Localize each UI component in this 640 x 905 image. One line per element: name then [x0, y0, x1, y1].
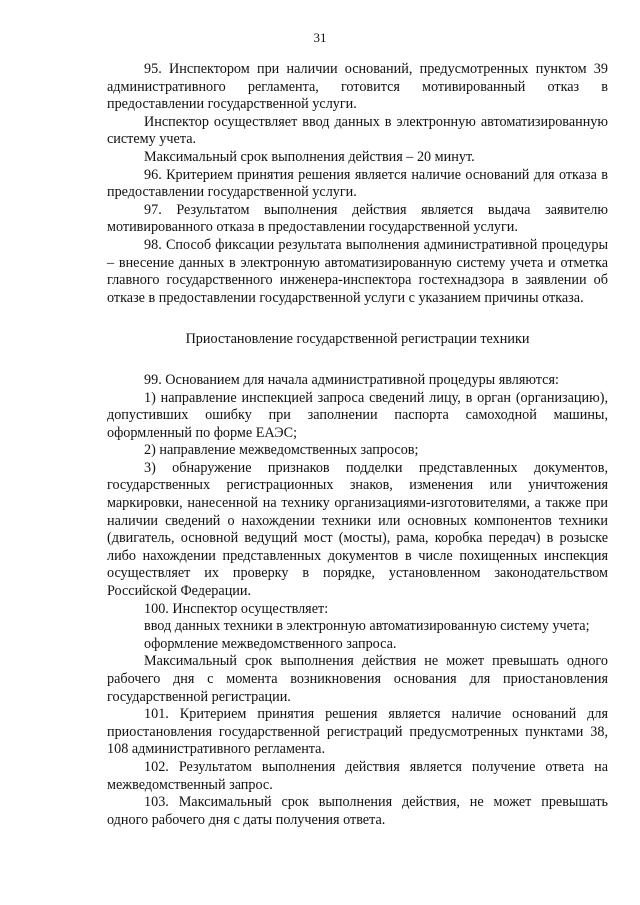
paragraph-95: 95. Инспектором при наличии оснований, предусмотренных пунктом 39 административного регламента, готовится мотивированный отказ в предоставлении государственной услуги.	[107, 61, 608, 113]
paragraph-input-data: Инспектор осуществляет ввод данных в электронную автоматизированную систему учета.	[107, 113, 608, 148]
paragraph-99-item-1: 1) направление инспекцией запроса сведений лицу, в орган (организацию), допустивших ошибку при заполнении паспорта самоходной машины, оформленный по форме ЕАЭС;	[107, 389, 608, 441]
paragraph-99-item-2: 2) направление межведомственных запросов;	[144, 442, 419, 459]
paragraph-98: 98. Способ фиксации результата выполнения административной процедуры – внесение данных в электронную автоматизированную систему учета и отметка главного государственного инженера-инспектора гостехнадзора в заявлении об отказе в предоставлении государственной услуги с указанием причины отказа.	[107, 236, 608, 306]
paragraph-101: 101. Критерием принятия решения является наличие оснований для приостановления государственной регистраций предусмотренных пунктами 38, 108 административного регламента.	[107, 706, 608, 758]
paragraph-103: 103. Максимальный срок выполнения действия, не может превышать одного рабочего дня с даты получения ответа.	[107, 794, 608, 828]
paragraph-99: 99. Основанием для начала административной процедуры являются:	[144, 371, 559, 388]
paragraph-96: 96. Критерием принятия решения является наличие оснований для отказа в предоставлении государственной услуги.	[107, 166, 608, 201]
document-body	[107, 61, 608, 829]
paragraph-max-time-one-day: Максимальный срок выполнения действия не может превышать одного рабочего дня с момента возникновения основания для приостановления государственной регистрации.	[107, 653, 608, 705]
section-heading: Приостановление государственной регистрации техники	[185, 331, 530, 348]
paragraph-100: 100. Инспектор осуществляет:	[144, 600, 329, 617]
paragraph-100-item-request: оформление межведомственного запроса.	[144, 635, 397, 652]
paragraph-100-item-input: ввод данных техники в электронную автоматизированную систему учета;	[144, 618, 590, 635]
paragraph-max-time-20: Максимальный срок выполнения действия – 20 минут.	[144, 148, 475, 165]
paragraph-99-item-3: 3) обнаружение признаков подделки представленных документов, государственных регистрационных знаков, изменения или уничтожения маркировки, нанесенной на технику организациями-изготовителями, а также при наличии сведений о нахождении техники или основных компонентов техники (двигатель, основной ведущий мост (мосты), рама, коробка передач) в розыске либо нахождении представленных документов в числе похищенных инспекция осуществляет их проверку в порядке, установленном законодательством Российской Федерации.	[107, 459, 608, 600]
paragraph-97: 97. Результатом выполнения действия является выдача заявителю мотивированного отказа в предоставлении государственной услуги.	[107, 201, 608, 236]
paragraph-102: 102. Результатом выполнения действия является получение ответа на межведомственный запрос.	[107, 758, 608, 793]
page-number: 31	[313, 30, 327, 45]
